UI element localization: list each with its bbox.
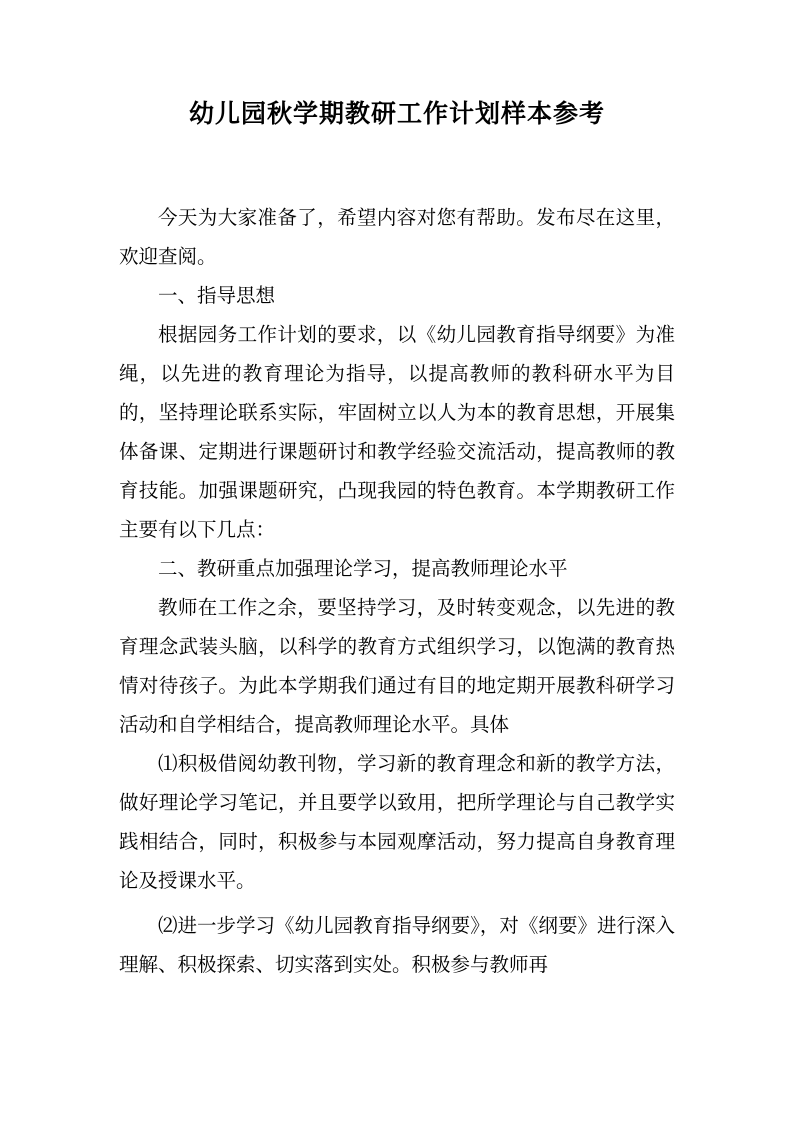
paragraph-research-focus: 教师在工作之余，要坚持学习，及时转变观念，以先进的教育理念武装头脑，以科学的教育方式组织学习，以饱满的教育热情对待孩子。为此本学期我们通过有目的地定期开展教科研学习活动和自学相结合，提高教师理论水平。具体 (119, 596, 675, 736)
document-title: 幼儿园秋学期教研工作计划样本参考 (188, 99, 605, 128)
list-item-2: ⑵进一步学习《幼儿园教育指导纲要》，对《纲要》进行深入理解、积极探索、切实落到实处。积极参与教师再 (119, 914, 675, 976)
paragraph-intro: 今天为大家准备了，希望内容对您有帮助。发布尽在这里，欢迎查阅。 (119, 206, 675, 268)
heading-research-focus: 二、教研重点加强理论学习，提高教师理论水平 (158, 557, 568, 580)
heading-guiding-ideology: 一、指导思想 (158, 284, 276, 307)
list-item-1: ⑴积极借阅幼教刊物，学习新的教育理念和新的教学方法，做好理论学习笔记，并且要学以致用，把所学理论与自己教学实践相结合，同时，积极参与本园观摩活动，努力提高自身教育理论及授课水平。 (119, 752, 675, 892)
paragraph-guiding-ideology: 根据园务工作计划的要求，以《幼儿园教育指导纲要》为准绳，以先进的教育理论为指导，以提高教师的教科研水平为目的，坚持理论联系实际，牢固树立以人为本的教育思想，开展集体备课、定期进行课题研讨和教学经验交流活动，提高教师的教育技能。加强课题研究，凸现我园的特色教育。本学期教研工作主要有以下几点： (119, 323, 675, 541)
document-body (119, 198, 675, 984)
